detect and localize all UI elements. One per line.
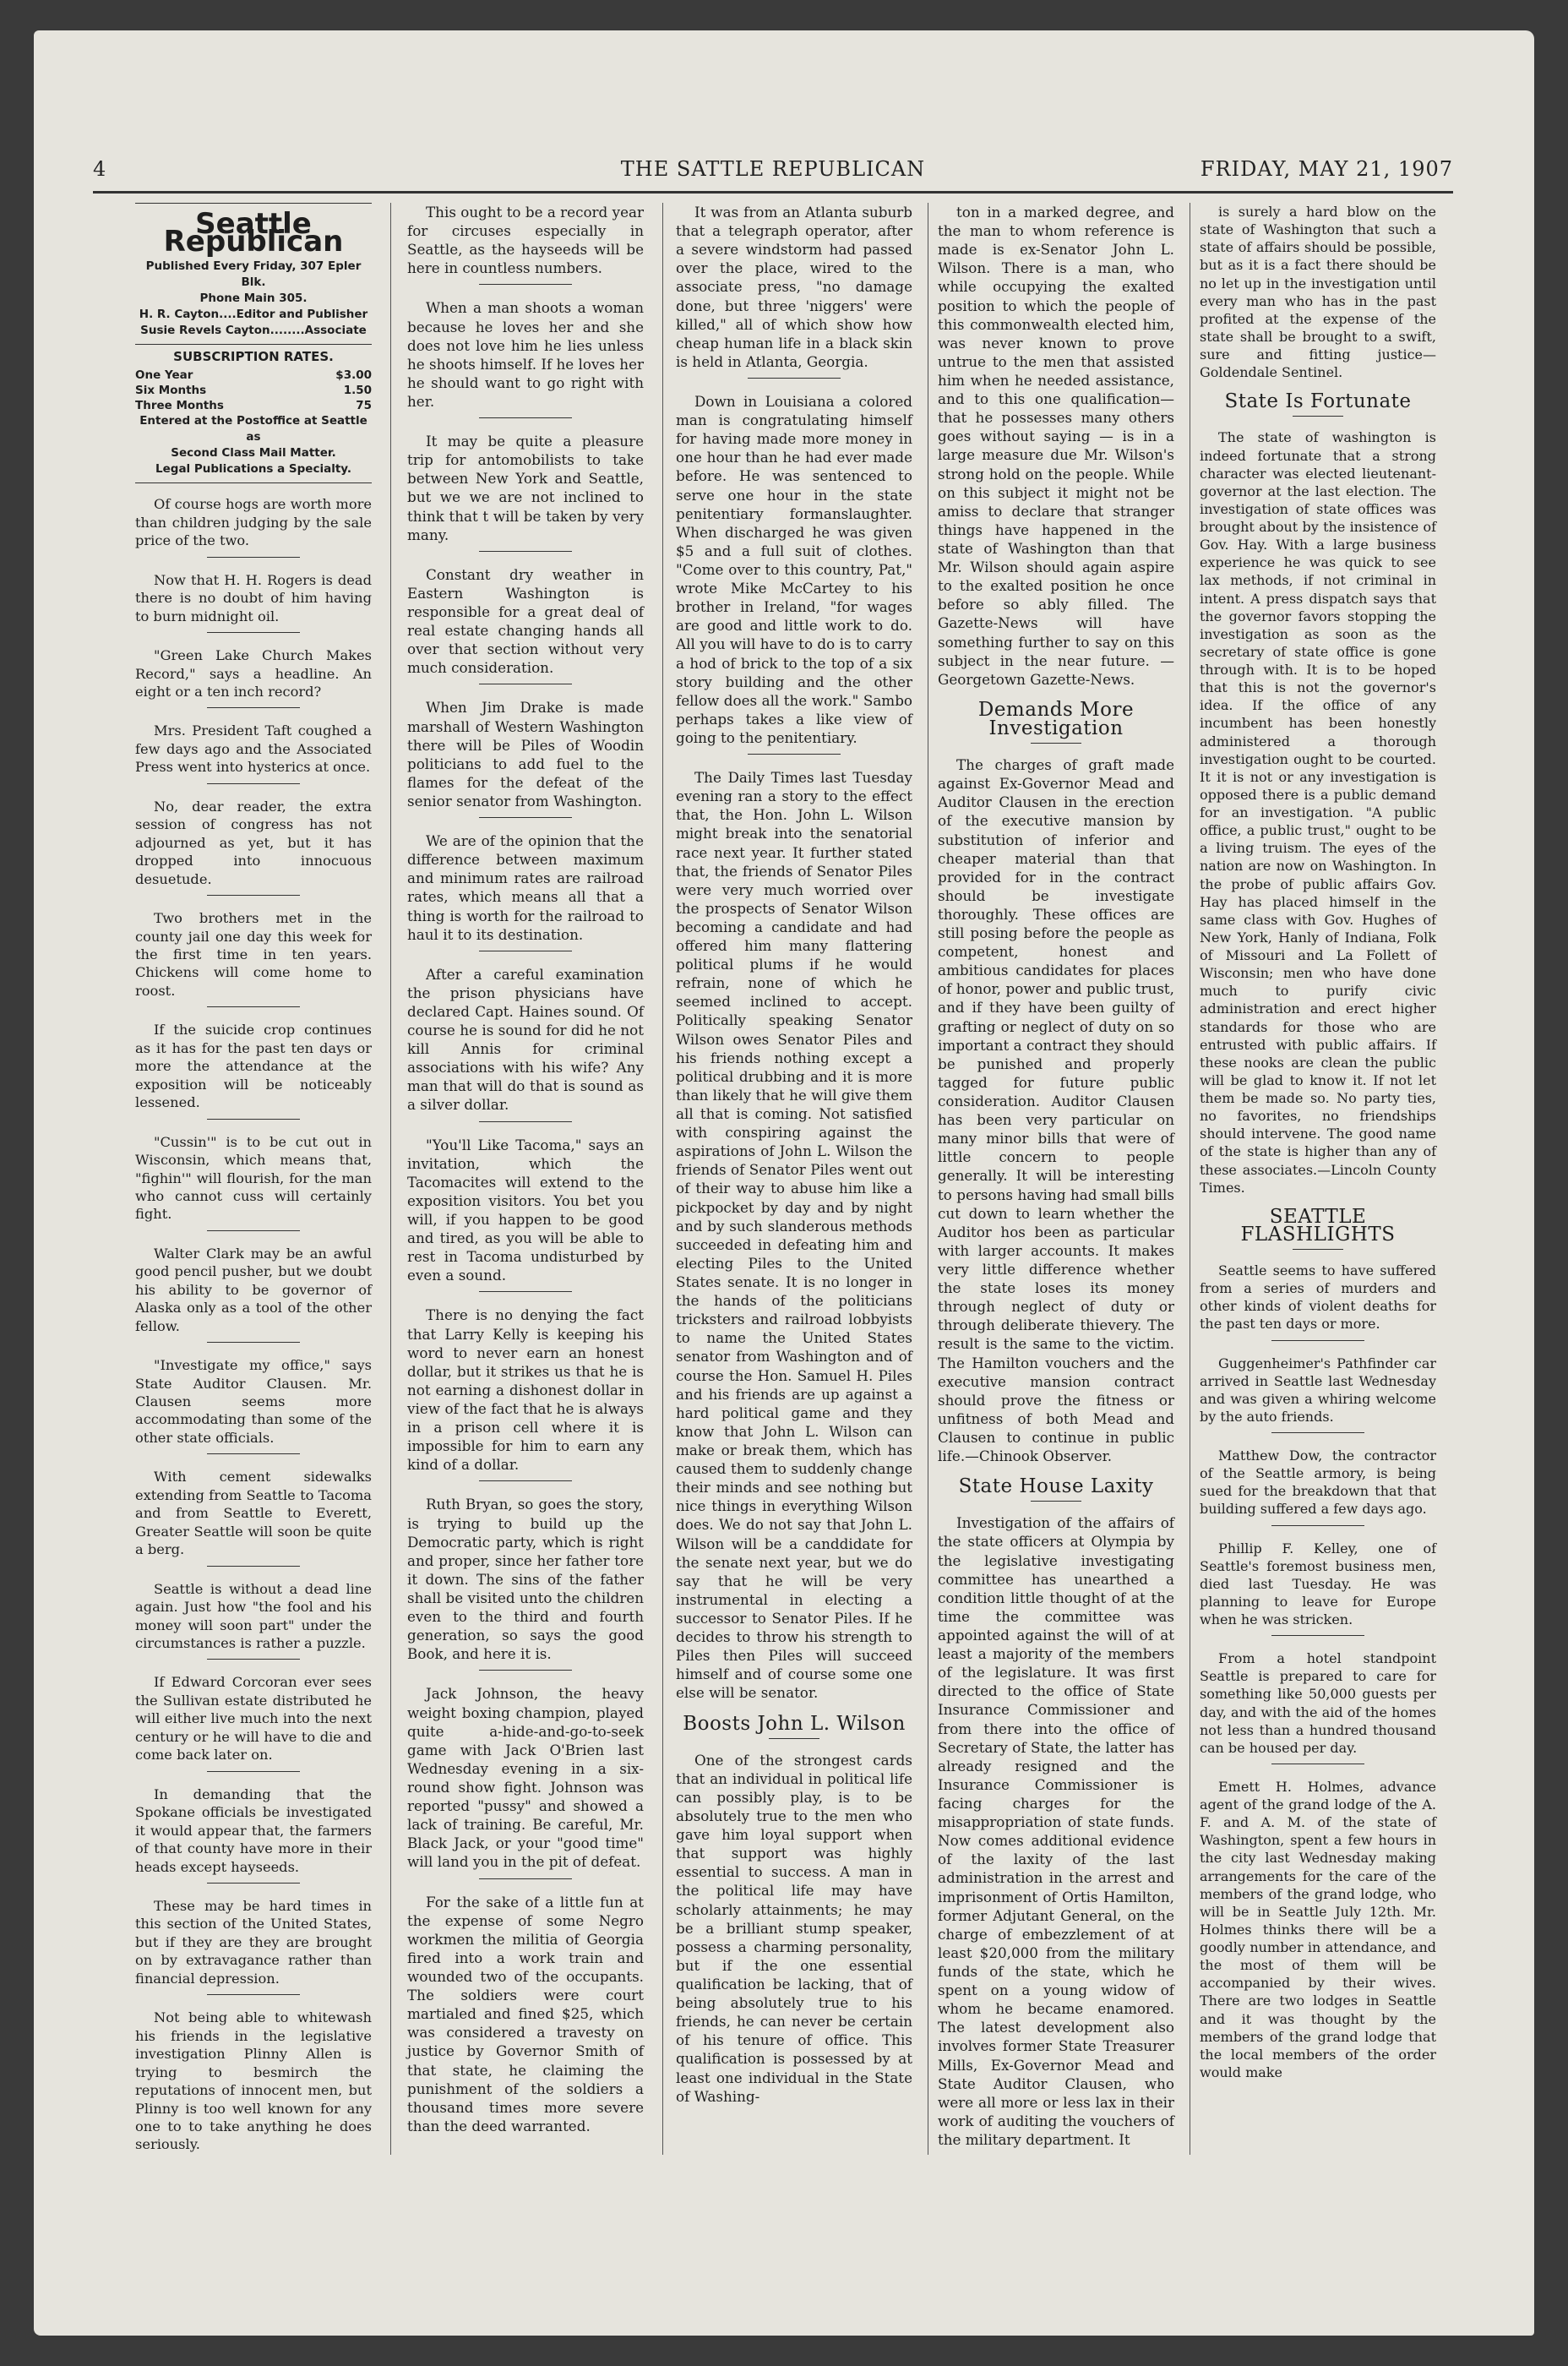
rates-title: SUBSCRIPTION RATES. [135, 344, 372, 366]
article-heading: SEATTLE FLASHLIGHTS [1240, 1205, 1396, 1246]
article-paragraph: With cement sidewalks extending from Seattle to Tacoma and from Seattle to Everett, Greater Seattle will soon be quite a berg. [135, 1469, 372, 1558]
rate-term: Six Months [135, 384, 207, 398]
article-paragraph: ton in a marked degree, and the man to whom reference is made is ex-Senator John L. Wilson. There is a man, who while occupying the exalted position to which the people of this commonwealth elected him, was never known to prove untrue to the men that assisted him when he needed assistance, and to this one qualification—that he possesses many others goes without saying — is in a large measure due Mr. Wilson's strong hold on the people. While on this subject it might not be amiss to declare that stranger things have happened in the state of Washington than that Mr. Wilson should again aspire to the exalted position he once before so ably filled. The Gazette-News will have something further to say on this subject in the near future. — Georgetown Gazette-News. [938, 204, 1174, 688]
rate-row [135, 398, 372, 413]
column-1-body [135, 495, 372, 2154]
item-separator [207, 1771, 300, 1772]
article-paragraph: Now that H. H. Rogers is dead there is no doubt of him having to burn midnight oil. [135, 571, 372, 624]
article-paragraph: "Cussin'" is to be cut out in Wisconsin, which means that, "fighin'" will flourish, for the man who cannot cuss will certainly fight. [135, 1133, 372, 1223]
column-2-body [407, 203, 644, 2135]
column-3-article [676, 1751, 912, 2106]
article-heading: State House Laxity [958, 1475, 1154, 1498]
article-paragraph: Jack Johnson, the heavy weight boxing champion, played quite a-hide-and-go-to-seek game with Jack O'Brien last Wednesday evening in a six-round show fight. Johnson was reported "pussy" and showed a lack of training. Be careful, Mr. Black Jack, or your "good time" will land you in the pit of defeat. [407, 1685, 644, 1871]
article-paragraph: "Investigate my office," says State Auditor Clausen. Mr. Clausen seems more accommodating than some of the other state officials. [135, 1357, 372, 1446]
item-separator [1271, 1432, 1364, 1433]
article-paragraph: From a hotel standpoint Seattle is prepared to care for something like 50,000 guests per day, and with the aid of the homes not less than a hundred thousand can be housed per day. [1200, 1650, 1436, 1756]
article-paragraph: After a careful examination the prison physicians have declared Capt. Haines sound. Of course he is sound for did he not kill Annis for criminal associations with his wife? Any man that will do that is sound as a silver dollar. [407, 965, 644, 1114]
article-paragraph: When Jim Drake is made marshall of Western Washington there will be Piles of Woodin politicians to add fuel to the flames for the defeat of the senior senator from Washington. [407, 699, 644, 810]
article-paragraph: We are of the opinion that the difference between maximum and minimum rates are railroad rates, which means all that a thing is worth for the railroad to haul it to its destination. [407, 832, 644, 943]
column-4-body [938, 203, 1174, 689]
article-paragraph: Matthew Dow, the contractor of the Seattle armory, is being sued for the breakdown that that building suffered a few days ago. [1200, 1447, 1436, 1518]
item-separator [479, 284, 572, 285]
class-line: Second Class Mail Matter. [171, 446, 336, 461]
article-paragraph: Mrs. President Taft coughed a few days ago and the Associated Press went into hysterics at once. [135, 722, 372, 776]
article-paragraph: Seattle is without a dead line again. Just how "the fool and his money will soon part" under the circumstances is rather a puzzle. [135, 1580, 372, 1652]
article-paragraph: It may be quite a pleasure trip for antomobilists to take between New York and Seattle, but we we are not inclined to think that t will be taken by very many. [407, 433, 644, 543]
column-3 [676, 203, 912, 2112]
masthead-title: Seattle Republican [163, 207, 344, 259]
article-paragraph: is surely a hard blow on the state of Washington that such a state of affairs should be possible, but as it is a fact there should be no let up in the investigation until every man who has in the past profited at the expense of the state shall be brought to a swift, sure and fitting justice—Goldendale Sentinel. [1200, 204, 1436, 381]
column-2 [407, 203, 644, 2142]
item-separator [207, 895, 300, 896]
article-heading: Boosts John L. Wilson [683, 1712, 906, 1735]
rate-row [135, 368, 372, 383]
article-paragraph: Not being able to whitewash his friends in the legislative investigation Plinny Allen is trying to besmirch the reputations of innocent men, but Plinny is too well known for any one to to take anything he does seriously. [135, 2009, 372, 2153]
item-separator [479, 1480, 572, 1481]
article-paragraph: Two brothers met in the county jail one day this week for the first time in ten years. Chickens will come home to roost. [135, 910, 372, 999]
item-separator [207, 632, 300, 633]
article-paragraph: For the sake of a little fun at the expense of some Negro workmen the militia of Georgia fired into a work train and wounded two of the occupants. The soldiers were court martialed and fined $25, which was considered a travesty on justice by Governor Smith of that state, he claiming the punishment of the soldiers a thousand times more severe than the deed warranted. [407, 1893, 644, 2134]
article-paragraph: One of the strongest cards that an individual in political life can possibly play, is to be absolutely true to the men who gave him loyal support when that support was highly essential to success. A man in the political life may have scholarly attainments; he may be a brilliant stump speaker, possess a charming personality, but if the one essential qualification be lacking, that of being absolutely true to his friends, he can never be certain of his tenure of office. This qualification is possessed by at least one individual in the State of Washing- [676, 1751, 912, 2105]
item-separator [207, 1453, 300, 1454]
article-paragraph: If Edward Corcoran ever sees the Sullivan estate distributed he will either live much into the next century or he will have to die and come back later on. [135, 1674, 372, 1764]
article-paragraph: The Daily Times last Tuesday evening ran a story to the effect that, the Hon. John L. Wilson might break into the senatorial race next year. It further stated that, the friends of Senator Piles were very much worried over the prospects of Senator Wilson becoming a candidate and had offered him many flattering political plums if he would refrain, none of which he seemed inclined to accept. Politically speaking Senator Wilson owes Senator Piles and his friends nothing except a political drubbing and it is more than likely that he will give them all that is coming. Not satisfied with conspiring against the aspirations of John L. Wilson the friends of Senator Piles went out of their way to abuse him like a pickpocket by day and by night and by such slanderous methods succeeded in defeating him and electing Piles to the United States senate. It is no longer in the hands of the politicians tricksters and railroad lobbyists to name the United States senator from Washington and of course the Hon. Samuel H. Piles and his friends are up against a hard political game and they know that John L. Wilson can make or break them, which has caused them to suddenly change their minds and see nothing but nice things in everything Wilson does. We do not say that John L. Wilson will be a canddidate for the senate next year, but we do say that he will be very instrumental in electing a successor to Senator Piles. If he decides to throw his strength to Piles then Piles will succeed himself and of course some one else will be senator. [676, 769, 912, 1702]
article-paragraph: If the suicide crop continues as it has for the past ten days or more the attendance at the exposition will be noticeably lessened. [135, 1022, 372, 1111]
article-paragraph: The charges of graft made against Ex-Governor Mead and Auditor Clausen in the erection of the executive mansion by substitution of inferior and cheaper material than that provided for in the contract should be investigate thoroughly. These offices are still posing before the people as competent, honest and ambitious candidates for places of honor, power and public trust, and if they have been guilty of grafting or neglect of duty on so important a contract they should be punished and properly tagged for future public consideration. Auditor Clausen has been very particular on many minor bills that were of little concern to people generally. It will be interesting to persons having had small bills cut down to learn whether the Auditor hos been as particular with larger accounts. It makes very little difference whether the state loses its money through neglect of duty or through deliberate thievery. The result is the same to the victim. The Hamilton vouchers and the executive mansion contract should prove the fitness or unfitness of both Mead and Clausen to continue in public life.—Chinook Observer. [938, 756, 1174, 1465]
article-heading: State Is Fortunate [1224, 390, 1412, 413]
rate-price: $3.00 [335, 368, 372, 383]
item-separator [207, 1883, 300, 1884]
article-paragraph: Investigation of the affairs of the state officers at Olympia by the legislative investigating committee has unearthed a condition little thought of at the time the committee was appointed against the will of at least a majority of the members of the legislature. It was first directed to the office of State Insurance Commissioner and from there into the office of Secretary of State, the latter has already resigned and the Insurance Commissioner is facing charges for the misappropriation of state funds. Now comes additional evidence of the laxity of the last administration in the arrest and imprisonment of Ortis Hamilton, former Adjutant General, on the charge of embezzlement of at least $20,000 from the military funds of the state, which he spent on a young widow of whom he became enamored. The latest development also involves former State Treasurer Mills, Ex-Governor Mead and State Auditor Clausen, who were all more or less lax in their work of auditing the vouchers of the military department. It [938, 1514, 1174, 2148]
article-paragraph: In demanding that the Spokane officials be investigated it would appear that, the farmers of that county have more in their heads except hayseeds. [135, 1785, 372, 1875]
item-separator [479, 417, 572, 418]
article-paragraph: Constant dry weather in Eastern Washington is responsible for a great deal of real estate changing hands all over that section without very much consideration. [407, 565, 644, 677]
item-separator [207, 1342, 300, 1343]
item-separator [479, 817, 572, 818]
column-3-body [676, 203, 912, 1703]
paper-name: THE SATTLE REPUBLICAN [620, 157, 926, 181]
item-separator [479, 1121, 572, 1122]
publish-line: Published Every Friday, 307 Epler Blk. [145, 259, 362, 289]
column-5-article-2 [1200, 1262, 1436, 2081]
phone-line: Phone Main 305. [199, 291, 308, 305]
item-separator [748, 754, 841, 755]
article-paragraph: Phillip F. Kelley, one of Seattle's foremost business men, died last Tuesday. He was planning to leave for Europe when he was stricken. [1200, 1540, 1436, 1627]
legal-line: Legal Publications a Specialty. [155, 462, 351, 477]
article-paragraph: Guggenheimer's Pathfinder car arrived in Seattle last Wednesday and was given a whiring welcome by the auto friends. [1200, 1355, 1436, 1425]
article-paragraph: "You'll Like Tacoma," says an invitation, which the Tacomacites will extend to the exposition visitors. You bet you will, if you happen to be good and tired, as you will be able to rest in Tacoma undisturbed by even a sound. [407, 1136, 644, 1284]
article-paragraph: It was from an Atlanta suburb that a telegraph operator, after a severe windstorm had passed over the place, wired to the associate press, "no damage done, but three 'niggers' were killed," all of which show how cheap human life in a black skin is held in Atlanta, Georgia. [676, 204, 912, 370]
column-5-article-1 [1200, 428, 1436, 1196]
item-separator [479, 1291, 572, 1292]
rates-list [135, 368, 372, 413]
column-4 [938, 203, 1174, 2156]
item-separator [207, 707, 300, 708]
item-separator [207, 1006, 300, 1007]
rate-term: Three Months [135, 399, 224, 413]
associate-line: Susie Revels Cayton........Associate [140, 323, 367, 337]
article-paragraph: There is no denying the fact that Larry Kelly is keeping his word to never earn an honest dollar, but it strikes us that he is not earning a dishonest dollar in view of the fact that he is always in a prison cell where it is impossible for him to earn any kind of a dollar. [407, 1306, 644, 1474]
item-separator [1271, 1525, 1364, 1526]
item-separator [1271, 1340, 1364, 1341]
item-separator [207, 557, 300, 558]
item-separator [207, 1566, 300, 1567]
article-paragraph: "Green Lake Church Makes Record," says a headline. An eight or a ten inch record? [135, 647, 372, 700]
column-5 [1200, 203, 1436, 2088]
column-5-body [1200, 203, 1436, 381]
article-paragraph: The state of washington is indeed fortunate that a strong character was elected lieutenant-governor at the last election. The investigation of state offices was brought about by the insistence of Gov. Hay. With a large business experience he was quick to see lax methods, if not criminal in intent. A press dispatch says that the governor favors stopping the investigation as soon as the secretary of state office is gone through with. It is to be hoped that this is not the governor's idea. If the office of any incumbent has been honestly administered a thorough investigation ought to be courted. It it is not or any investigation is opposed there is a public demand for an investigation. "A public office, a public trust," ought to be a living truism. The eyes of the nation are now on Washington. In the probe of public affairs Gov. Hay has placed himself in the same class with Gov. Hughes of New York, Hanly of Indiana, Folk of Missouri and La Follett of Wisconsin; men who have done much to purify civic administration and erect higher standards for those who are entrusted with public affairs. If these nooks are clean the public will be glad to know it. If not let them be made so. No party ties, no favorites, no friendships should intervene. The good name of the state is higher than any of these associates.—Lincoln County Times. [1200, 429, 1436, 1196]
item-separator [479, 1878, 572, 1879]
rate-price: 75 [356, 399, 372, 413]
page-header [93, 157, 1453, 183]
article-heading: Demands More Investigation [977, 698, 1135, 739]
item-separator [207, 783, 300, 784]
column-1 [135, 203, 372, 2161]
column-divider [662, 203, 663, 2155]
article-paragraph: Of course hogs are worth more than children judging by the sale price of the two. [135, 496, 372, 549]
editor-line: H. R. Cayton....Editor and Publisher [139, 307, 368, 321]
column-4-article-1 [938, 755, 1174, 1465]
article-paragraph: Ruth Bryan, so goes the story, is trying to build up the Democratic party, which is right and proper, since her father tore it down. The sins of the father shall be visited unto the children even to the third and fourth generation, so says the good Book, and here it is. [407, 1496, 644, 1663]
article-paragraph: Seattle seems to have suffered from a series of murders and other kinds of violent deaths for the past ten days or more. [1200, 1262, 1436, 1333]
item-separator [748, 378, 841, 379]
article-paragraph: Emett H. Holmes, advance agent of the grand lodge of the A. F. and A. M. of the state of Washington, spent a few hours in the city last Wednesday making arrangements for the care of the members of the grand lodge, who will be in Seattle July 12th. Mr. Holmes thinks there will be a goodly number in attendance, and the most of them will be accompanied by their wives. There are two lodges in Seattle and it was thought by the members of the grand lodge that the local members of the order would make [1200, 1778, 1436, 2080]
rate-price: 1.50 [343, 384, 372, 398]
item-separator [479, 1670, 572, 1671]
item-separator [207, 1994, 300, 1995]
article-paragraph: Walter Clark may be an awful good pencil pusher, but we doubt his ability to be governor of Alaska only as a tool of the other fellow. [135, 1245, 372, 1334]
article-paragraph: No, dear reader, the extra session of congress has not adjourned as yet, but it has dropped into innocuous desuetude. [135, 798, 372, 887]
item-separator [479, 551, 572, 552]
issue-date: FRIDAY, MAY 21, 1907 [1200, 157, 1453, 181]
item-separator [207, 1119, 300, 1120]
column-divider [390, 203, 391, 2155]
rate-term: One Year [135, 368, 193, 383]
column-4-article-2 [938, 1513, 1174, 2149]
article-paragraph: Down in Louisiana a colored man is congratulating himself for having made more money in one hour than he had ever made before. He was sentenced to serve one hour in the state penitentiary formanslaughter. When discharged he was given $5 and a full suit of clothes. "Come over to this country, Pat," wrote Mike McCartey to his brother in Ireland, "for wages are good and little work to do. All you will have to do is to carry a hod of brick to the top of a six story building and the other fellow does all the work." Sambo perhaps takes a like view of going to the penitentiary. [676, 392, 912, 746]
page-number: 4 [93, 157, 106, 181]
article-paragraph: When a man shoots a woman because he loves her and she does not love him he lies unless he shoots himself. If he loves her he should want to go right with her. [407, 299, 644, 410]
article-paragraph: This ought to be a record year for circuses especially in Seattle, as the hayseeds will be here in countless numbers. [407, 204, 644, 277]
entered-line: Entered at the Postoffice at Seattle as [139, 414, 368, 444]
item-separator [1271, 1635, 1364, 1636]
item-separator [207, 1230, 300, 1231]
header-rule [93, 191, 1453, 194]
article-paragraph: These may be hard times in this section of the United States, but if they are they are brought on by extravagance rather than financial depression. [135, 1898, 372, 1987]
rate-row [135, 383, 372, 398]
item-separator [207, 1659, 300, 1660]
